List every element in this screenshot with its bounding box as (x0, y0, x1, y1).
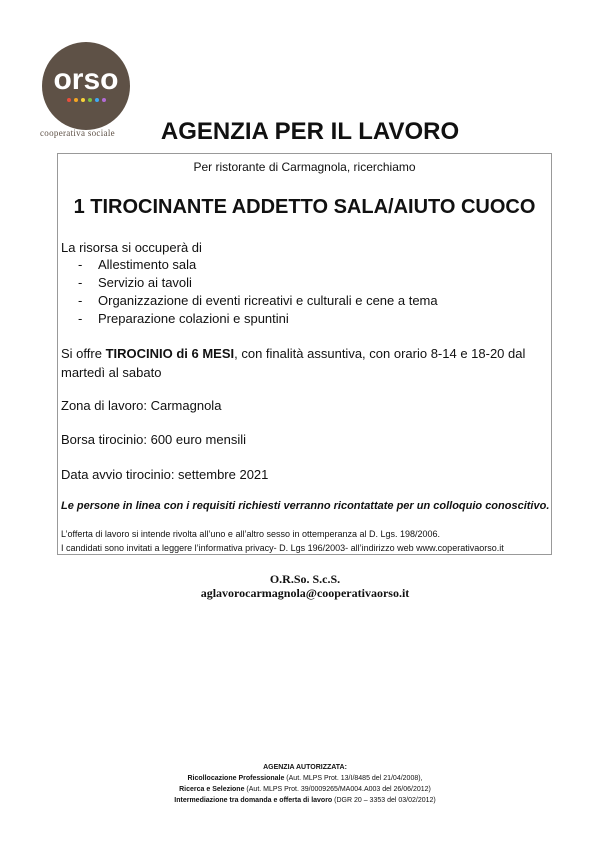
duties-intro: La risorsa si occuperà di (61, 240, 202, 255)
logo-subtitle: cooperativa sociale (40, 128, 115, 138)
logo-color-dots (67, 98, 106, 102)
footer-line (0, 795, 610, 806)
footer-line-rest: (Aut. MLPS Prot. 13/I/8485 del 21/04/2008), (284, 775, 423, 782)
duty-text: Preparazione colazioni e spuntini (98, 311, 289, 326)
orso-logo (42, 42, 130, 130)
footer-line-rest: (Aut. MLPS Prot. 39/0009265/MA004.A003 del 26/06/2012) (244, 786, 431, 793)
footer-authorization (0, 762, 610, 806)
footer-line-bold: Ricerca e Selezione (179, 786, 245, 793)
organization-name: O.R.So. S.c.S. (269, 572, 341, 586)
offer-highlight: TIROCINIO di 6 MESI (105, 346, 235, 361)
start-date: Data avvio tirocinio: settembre 2021 (61, 467, 269, 482)
dash-bullet: - (78, 257, 83, 272)
job-title: 1 TIROCINANTE ADDETTO SALA/AIUTO CUOCO (73, 196, 536, 218)
footer-heading (0, 762, 610, 773)
page-title: AGENZIA PER IL LAVORO (160, 118, 460, 145)
logo-dot (88, 98, 92, 102)
list-item (78, 310, 438, 328)
duty-text: Organizzazione di eventi ricreativi e culturali e cene a tema (98, 293, 438, 308)
duties-list (78, 256, 438, 328)
offer-prefix: Si offre (61, 346, 106, 361)
contact-note: Le persone in linea con i requisiti richiesti verranno ricontattate per un colloquio conoscitivo. (61, 500, 550, 512)
offer-suffix: , con finalità assuntiva, con orario 8-14 e 18-20 dal martedì al sabato (61, 346, 526, 380)
dash-bullet: - (78, 275, 83, 290)
ad-intro: Per ristorante di Carmagnola, ricerchiamo (193, 160, 416, 174)
footer-line-bold: Intermediazione tra domanda e offerta di lavoro (174, 797, 333, 804)
legal-line: I candidati sono invitati a leggere l’informativa privacy- D. Lgs 196/2003- all’indirizzo web www.coperativaorso.it (61, 543, 504, 553)
contact-email[interactable]: aglavorocarmagnola@cooperativaorso.it (200, 586, 410, 600)
work-zone: Zona di lavoro: Carmagnola (61, 398, 222, 413)
duty-text: Servizio ai tavoli (98, 275, 192, 290)
dash-bullet: - (78, 293, 83, 308)
legal-line: L’offerta di lavoro si intende rivolta all’uno e all’altro sesso in ottemperanza al D. Lgs. 198/2006. (61, 529, 441, 539)
logo-text: orso (53, 62, 119, 96)
offer-paragraph (61, 344, 541, 382)
list-item (78, 274, 438, 292)
footer-line (0, 773, 610, 784)
duty-text: Allestimento sala (98, 257, 197, 272)
dash-bullet: - (78, 311, 83, 326)
list-item (78, 256, 438, 274)
stipend: Borsa tirocinio: 600 euro mensili (61, 432, 246, 447)
footer-line-rest: (DGR 20 – 3353 del 03/02/2012) (332, 797, 436, 804)
logo-dot (81, 98, 85, 102)
logo-dot (67, 98, 71, 102)
legal-notes (61, 527, 504, 555)
logo-dot (74, 98, 78, 102)
job-ad-box (57, 153, 552, 555)
list-item (78, 292, 438, 310)
footer-heading-text: AGENZIA AUTORIZZATA: (263, 764, 347, 771)
logo-dot (102, 98, 106, 102)
footer-line (0, 784, 610, 795)
logo-dot (95, 98, 99, 102)
footer-line-bold: Ricollocazione Professionale (187, 775, 285, 782)
